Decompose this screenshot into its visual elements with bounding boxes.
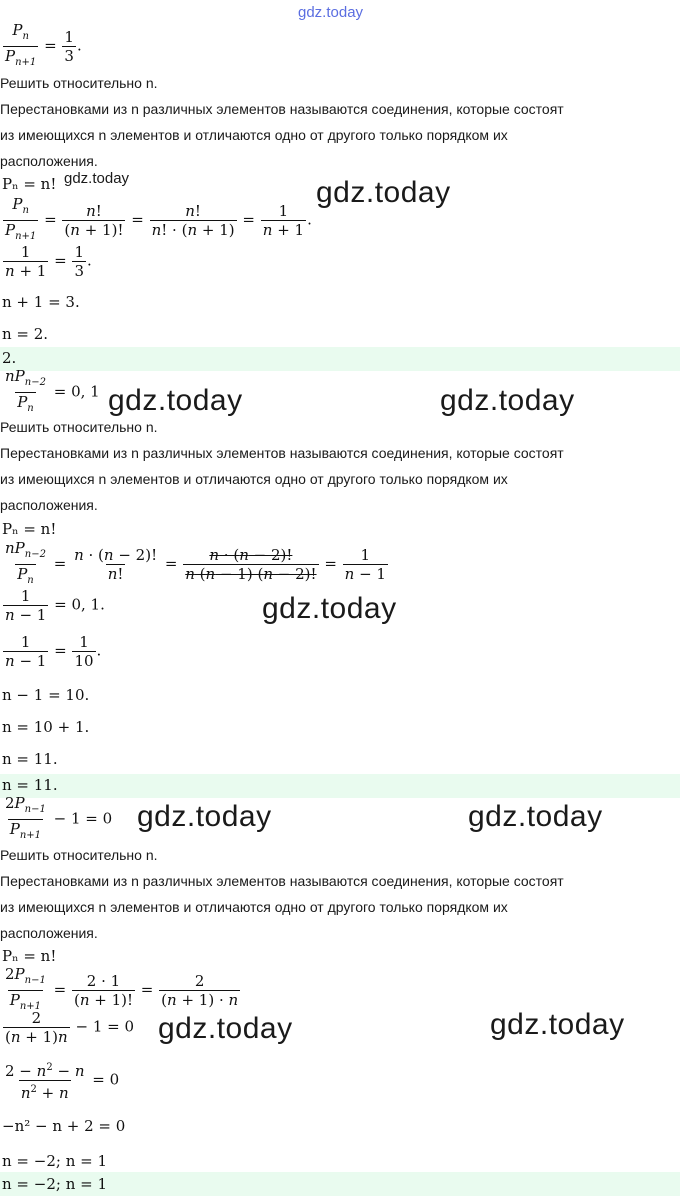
task2-definition-line3: расположения. [0,497,98,513]
task3-definition-line1: Перестановками из n различных элементов называются соединения, которые состоят [0,873,564,889]
task3-equation2: $\frac{2 - n^2 - n}{n^2 + n}$ = 0 [5,1062,120,1102]
watermark: gdz.today [108,384,243,417]
task3-instruction: Решить относительно n. [0,847,158,863]
task1-answer: 2. [2,349,17,367]
task2-given: $\frac{nP_{n-2}}{P_n}$ = 0, 1 [2,368,100,417]
task3-formula: Pₙ = n! [2,947,57,965]
watermark: gdz.today [440,384,575,417]
task2-formula: Pₙ = n! [2,520,57,538]
task3-definition-line3: расположения. [0,925,98,941]
watermark: gdz.today [158,1012,293,1045]
task3-answer: n = −2; n = 1 [2,1175,108,1193]
task3-derivation: $\frac{2P_{n-1}}{P_{n+1}}$ = $\frac{2 \cdot 1}{(n + 1)!}$ = $\frac{2}{(n + 1) \cdot n}$ [2,966,241,1015]
task3-given: $\frac{2P_{n-1}}{P_{n+1}}$ − 1 = 0 [2,795,112,844]
task2-step3: n = 11. [2,750,58,768]
site-header-logo[interactable]: gdz.today [298,4,364,21]
task2-answer: n = 11. [2,776,58,794]
task1-step2: n = 2. [2,325,49,343]
task1-instruction: Решить относительно n. [0,75,158,91]
task2-step1: n − 1 = 10. [2,686,90,704]
task1-derivation: $\frac{P_n}{P_{n+1}}$ = $\frac{n!}{(n + 1)!}$ = $\frac{n!}{n! \cdot (n + 1)}$ = $\frac{1}{n + 1}$ . [2,196,312,245]
task2-definition-line2: из имеющихся n элементов и отличаются одно от другого только порядком их [0,471,508,487]
watermark: gdz.today [262,592,397,625]
task1-step1: n + 1 = 3. [2,293,80,311]
task2-equation1: $\frac{1}{n - 1}$ = 0, 1. [5,587,105,624]
watermark-small: gdz.today [64,170,130,187]
task1-formula: Pₙ = n! [2,175,57,193]
task2-definition-line1: Перестановками из n различных элементов называются соединения, которые состоят [0,445,564,461]
task2-instruction: Решить относительно n. [0,419,158,435]
watermark: gdz.today [490,1008,625,1041]
watermark: gdz.today [316,176,451,209]
task3-step1: −n² − n + 2 = 0 [2,1117,126,1135]
task3-definition-line2: из имеющихся n элементов и отличаются одно от другого только порядком их [0,899,508,915]
task2-derivation: $\frac{nP_{n-2}}{P_n}$ = $\frac{n \cdot (n - 2)!}{n!}$ = $\frac{n \cdot (n - 2)!}{n (n - 1) (n - 2)!}$ = $\frac{1}{n - 1}$ [2,540,389,589]
task2-equation2: $\frac{1}{n - 1}$ = $\frac{1}{10}$ . [5,633,102,670]
task1-answer-band [0,347,680,371]
task3-step2: n = −2; n = 1 [2,1152,108,1170]
watermark: gdz.today [468,800,603,833]
task1-given: $\frac{P_n}{P_{n+1}}$ = $\frac{1}{3}$ . [2,22,82,71]
task1-definition-line3: расположения. [0,153,98,169]
task1-definition-line1: Перестановками из n различных элементов называются соединения, которые состоят [0,101,564,117]
task1-equation: $\frac{1}{n + 1}$ = $\frac{1}{3}$ . [5,243,92,280]
watermark: gdz.today [137,800,272,833]
task1-definition-line2: из имеющихся n элементов и отличаются одно от другого только порядком их [0,127,508,143]
task3-equation1: $\frac{2}{(n + 1)n}$ − 1 = 0 [5,1009,135,1046]
task2-step2: n = 10 + 1. [2,718,90,736]
